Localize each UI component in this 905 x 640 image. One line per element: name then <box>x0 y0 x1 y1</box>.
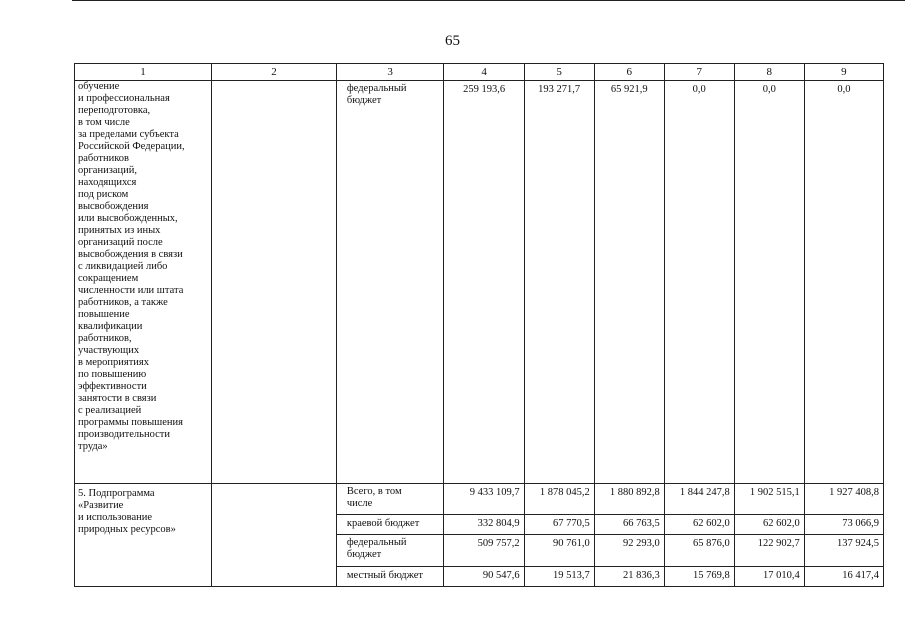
column-number: 5 <box>524 64 594 81</box>
value-cell: 9 433 109,7 <box>444 484 524 515</box>
value-cell: 332 804,9 <box>444 515 524 535</box>
value-cell: 65 876,0 <box>664 535 734 567</box>
value-cell: 16 417,4 <box>804 567 883 587</box>
column-number: 4 <box>444 64 524 81</box>
funding-source-cell: Всего, в том числе <box>336 484 444 515</box>
value-cell: 90 547,6 <box>444 567 524 587</box>
value-cell: 1 844 247,8 <box>664 484 734 515</box>
value-cell: 1 902 515,1 <box>734 484 804 515</box>
budget-table <box>74 63 884 587</box>
value-cell: 17 010,4 <box>734 567 804 587</box>
value-cell: 509 757,2 <box>444 535 524 567</box>
column-number: 3 <box>336 64 444 81</box>
value-cell: 122 902,7 <box>734 535 804 567</box>
value-cell: 62 602,0 <box>664 515 734 535</box>
value-cell: 137 924,5 <box>804 535 883 567</box>
value-cell: 1 927 408,8 <box>804 484 883 515</box>
value-cell: 193 271,7 <box>524 81 594 484</box>
column-number: 8 <box>734 64 804 81</box>
value-cell: 0,0 <box>664 81 734 484</box>
funding-source-cell: местный бюджет <box>336 567 444 587</box>
table-row <box>75 81 884 484</box>
column-number: 6 <box>594 64 664 81</box>
value-cell: 15 769,8 <box>664 567 734 587</box>
value-cell: 19 513,7 <box>524 567 594 587</box>
value-cell: 1 880 892,8 <box>594 484 664 515</box>
value-cell: 0,0 <box>734 81 804 484</box>
value-cell: 0,0 <box>804 81 883 484</box>
page-number: 65 <box>445 33 460 49</box>
value-cell: 21 836,3 <box>594 567 664 587</box>
subprogram-name-cell: 5. Подпрограмма «Развитие и использование природных ресурсов» <box>75 484 212 587</box>
funding-source-cell: федеральный бюджет <box>336 81 444 484</box>
funding-source-cell: федеральный бюджет <box>336 535 444 567</box>
value-cell: 73 066,9 <box>804 515 883 535</box>
value-cell: 62 602,0 <box>734 515 804 535</box>
value-cell: 65 921,9 <box>594 81 664 484</box>
column-number: 9 <box>804 64 883 81</box>
executor-cell <box>212 484 337 587</box>
page-top-border <box>72 0 905 1</box>
column-number: 7 <box>664 64 734 81</box>
executor-cell <box>212 81 337 484</box>
activity-name-cell: обучение и профессиональная переподготовка, в том числе за пределами субъекта Российской Федерации, работников организаций, находящихся под риском высвобождения или высвобожденных, принятых из иных организаций после высвобождения в связи с ликвидацией либо сокращением численности или штата работников, а также повышение квалификации работников, участвующих в мероприятиях по повышению эффективности занятости в связи с реализацией программы повышения производительности труда» <box>75 81 212 484</box>
funding-source-cell: краевой бюджет <box>336 515 444 535</box>
value-cell: 67 770,5 <box>524 515 594 535</box>
value-cell: 259 193,6 <box>444 81 524 484</box>
value-cell: 90 761,0 <box>524 535 594 567</box>
value-cell: 92 293,0 <box>594 535 664 567</box>
column-number: 2 <box>212 64 337 81</box>
table-row <box>75 484 884 515</box>
value-cell: 1 878 045,2 <box>524 484 594 515</box>
column-number-row <box>75 64 884 81</box>
value-cell: 66 763,5 <box>594 515 664 535</box>
column-number: 1 <box>75 64 212 81</box>
